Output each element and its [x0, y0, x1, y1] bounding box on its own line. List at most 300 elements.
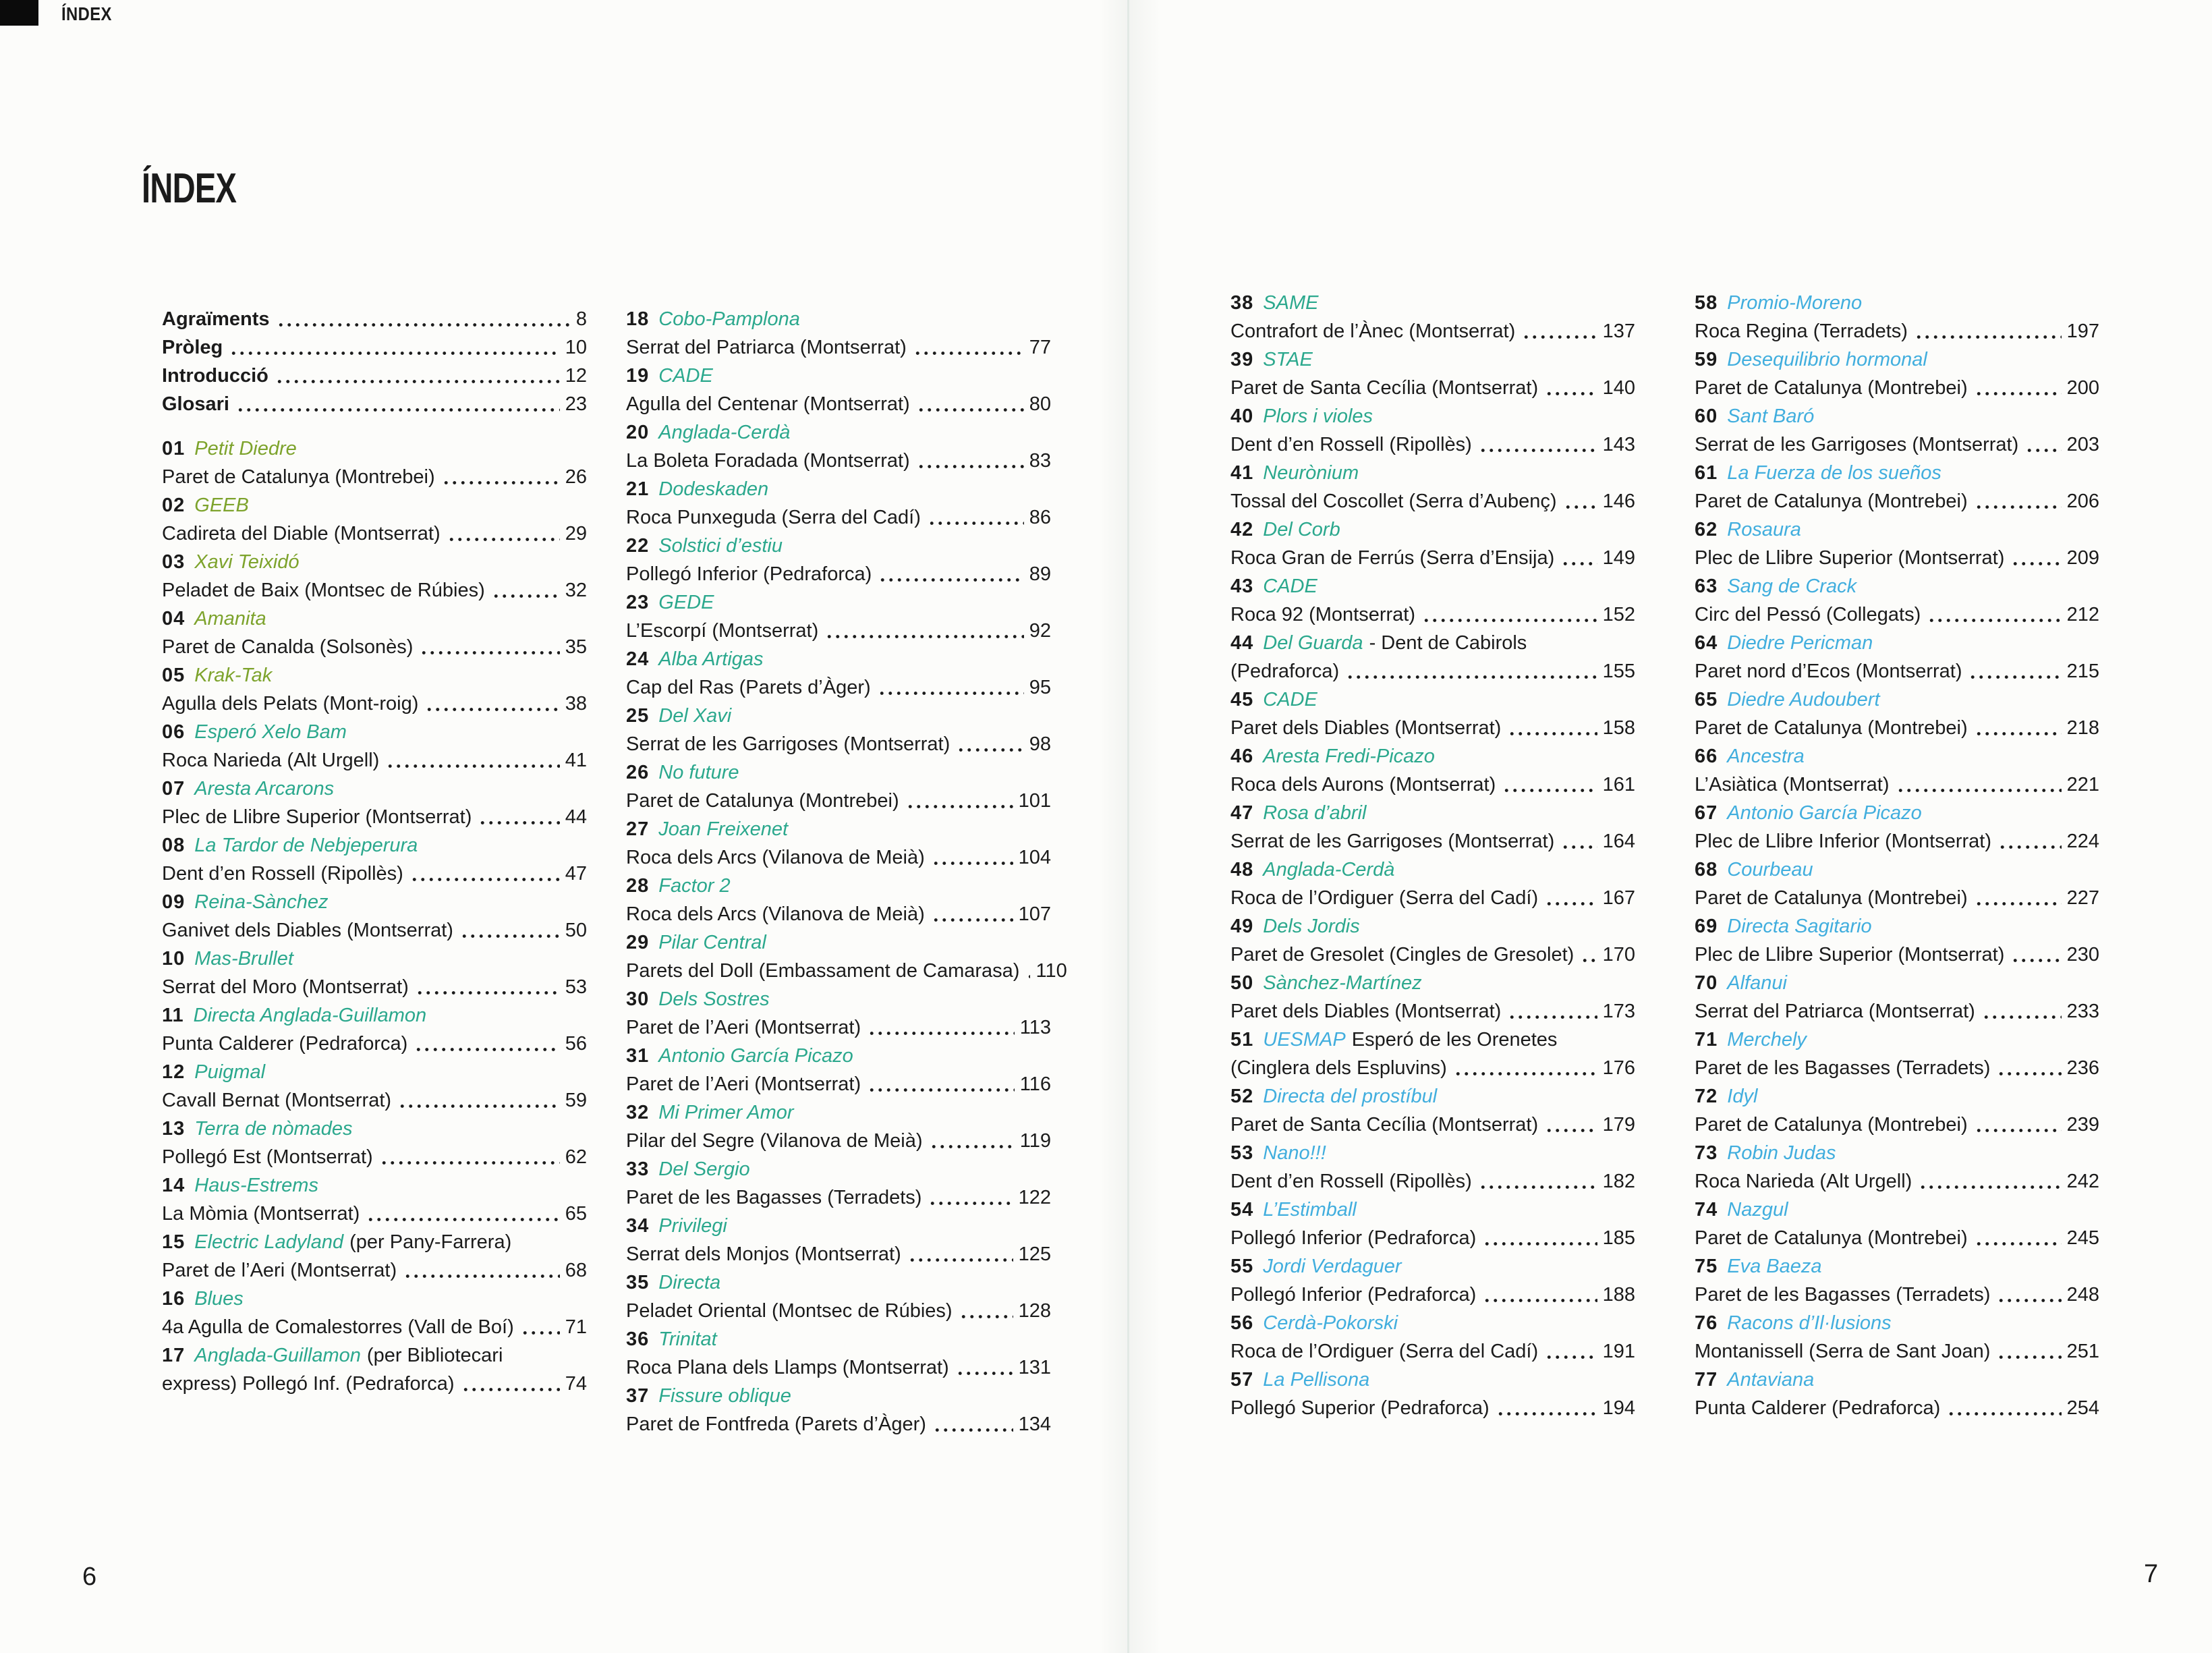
entry-location-row — [626, 1070, 1051, 1098]
page-title: ÍNDEX — [142, 165, 237, 212]
entry-location-row — [626, 1297, 1051, 1325]
dotted-leader — [1026, 974, 1030, 979]
entry-title: Mi Primer Amor — [658, 1102, 794, 1123]
dotted-leader — [236, 408, 560, 412]
entry-title: Ancestra — [1727, 746, 1805, 767]
entry-location: La Boleta Foradada (Montserrat) — [626, 450, 910, 472]
dotted-leader — [868, 1031, 1015, 1036]
entry-location-row — [1230, 487, 1635, 515]
entry-title-row — [626, 475, 1051, 503]
entry-page-number: 218 — [2066, 717, 2099, 739]
entry-location-row — [626, 560, 1051, 588]
entry-location: 4a Agulla de Comalestorres (Vall de Boí) — [162, 1316, 514, 1338]
index-column-4 — [1695, 289, 2099, 1422]
entry-title-row — [626, 985, 1051, 1013]
index-entry — [1695, 1196, 2099, 1252]
entry-page-number: 104 — [1018, 847, 1051, 868]
entry-title-row — [1695, 1139, 2099, 1167]
index-entry — [1230, 969, 1635, 1026]
dotted-leader — [386, 764, 559, 768]
index-entry — [1695, 515, 2099, 572]
dotted-leader — [1998, 845, 2062, 849]
entry-title: Directa — [658, 1272, 721, 1293]
entry-title: Privilegi — [658, 1215, 727, 1237]
entry-page-number: 35 — [565, 636, 587, 658]
entry-number: 16 — [162, 1288, 186, 1310]
entry-location-row — [1695, 714, 2099, 742]
index-entry — [626, 758, 1051, 815]
dotted-leader — [1997, 1071, 2061, 1076]
dotted-leader — [1927, 618, 2061, 623]
entry-page-number: 131 — [1018, 1357, 1051, 1378]
index-entry — [626, 1155, 1051, 1212]
entry-number: 50 — [1230, 972, 1254, 994]
index-entry — [1695, 1252, 2099, 1309]
entry-page-number: 203 — [2066, 434, 2099, 455]
entry-number: 76 — [1695, 1312, 1718, 1334]
dotted-leader — [1545, 391, 1597, 396]
entry-number: 52 — [1230, 1086, 1254, 1107]
entry-title: La Fuerza de los sueños — [1727, 462, 1941, 484]
entry-title-row — [626, 1268, 1051, 1297]
entry-location: Paret de Catalunya (Montrebei) — [162, 466, 435, 488]
entry-title: Alba Artigas — [658, 648, 764, 670]
entry-location: L’Escorpí (Montserrat) — [626, 620, 819, 642]
entry-number: 26 — [626, 762, 650, 783]
entry-location-row — [626, 730, 1051, 758]
entry-number: 51 — [1230, 1029, 1254, 1050]
dotted-leader — [928, 521, 1024, 526]
entry-page-number: 107 — [1018, 903, 1051, 925]
index-entry — [1695, 402, 2099, 459]
entry-title: Antonio García Picazo — [1727, 802, 1922, 824]
entry-location-row — [626, 1183, 1051, 1212]
entry-title-row — [626, 532, 1051, 560]
dotted-leader — [403, 1274, 560, 1279]
entry-page-number: 113 — [1019, 1017, 1051, 1038]
dotted-leader — [1479, 1185, 1597, 1189]
entry-title: Directa Sagitario — [1727, 916, 1872, 937]
entry-location-row — [162, 520, 587, 548]
dotted-leader — [380, 1160, 560, 1165]
entry-title: Del Xavi — [658, 705, 732, 727]
dotted-leader — [277, 323, 571, 327]
dotted-leader — [1982, 1015, 2062, 1019]
entry-location-row — [162, 463, 587, 491]
entry-location: Paret de les Bagasses (Terradets) — [626, 1187, 922, 1208]
entry-page-number: 215 — [2066, 661, 2099, 682]
entry-title-row — [1695, 345, 2099, 374]
entry-location: Pollegó Est (Montserrat) — [162, 1146, 373, 1168]
index-entry — [162, 1171, 587, 1228]
entry-number: 31 — [626, 1045, 650, 1067]
dotted-leader — [917, 408, 1024, 412]
entry-title-row — [626, 815, 1051, 843]
front-matter-label: Introducció — [162, 365, 268, 387]
front-matter-row — [162, 333, 587, 362]
entry-location: Paret de l’Aeri (Montserrat) — [626, 1017, 861, 1038]
index-entry — [1695, 912, 2099, 969]
dotted-leader — [425, 707, 559, 712]
index-entry — [626, 872, 1051, 928]
entry-location: Serrat de les Garrigoses (Montserrat) — [626, 733, 951, 755]
entry-location: Pollegó Inferior (Pedraforca) — [626, 563, 872, 585]
entry-title: Antonio García Picazo — [658, 1045, 853, 1067]
entry-location: Paret nord d’Ecos (Montserrat) — [1695, 661, 1962, 682]
entry-title-row — [162, 775, 587, 803]
dotted-leader — [917, 464, 1024, 469]
index-entry — [626, 645, 1051, 702]
entry-number: 58 — [1695, 292, 1718, 314]
entry-location: Serrat del Patriarca (Montserrat) — [1695, 1001, 1975, 1022]
entry-number: 28 — [626, 875, 650, 897]
entry-number: 14 — [162, 1175, 186, 1196]
dotted-leader — [478, 820, 559, 825]
entry-location-row — [626, 447, 1051, 475]
entry-title: Courbeau — [1727, 859, 1813, 880]
index-entry — [1230, 1082, 1635, 1139]
entry-title-row — [162, 491, 587, 520]
index-entry — [626, 928, 1067, 985]
entry-location: L’Asiàtica (Montserrat) — [1695, 774, 1890, 795]
entry-title: Haus-Estrems — [194, 1175, 318, 1196]
entry-title: Terra de nòmades — [194, 1118, 353, 1140]
dotted-leader — [928, 1201, 1013, 1206]
index-entry — [1230, 629, 1635, 685]
entry-title: Amanita — [194, 608, 266, 629]
entry-page-number: 173 — [1602, 1001, 1635, 1022]
entry-page-number: 149 — [1602, 547, 1635, 569]
entry-location-row — [1230, 1054, 1635, 1082]
dotted-leader — [1975, 1241, 2062, 1246]
entry-location: Ganivet dels Diables (Montserrat) — [162, 920, 453, 941]
entry-page-number: 26 — [565, 466, 587, 488]
entry-location-row — [1695, 1281, 2099, 1309]
entry-number: 48 — [1230, 859, 1254, 880]
entry-location-row — [626, 900, 1051, 928]
entry-location-row — [626, 333, 1051, 362]
dotted-leader — [1422, 618, 1597, 623]
entry-number: 46 — [1230, 746, 1254, 767]
index-entry — [1695, 1309, 2099, 1366]
entry-location: Paret de Santa Cecília (Montserrat) — [1230, 377, 1539, 399]
entry-location: Serrat dels Monjos (Montserrat) — [626, 1243, 901, 1265]
entry-title-row — [626, 702, 1051, 730]
entry-location-row — [626, 1013, 1051, 1042]
dotted-leader — [932, 861, 1013, 866]
front-matter-label: Pròleg — [162, 337, 223, 358]
entry-page-number: 92 — [1029, 620, 1051, 642]
entry-location: Punta Calderer (Pedraforca) — [162, 1033, 408, 1055]
entry-location-row — [1230, 884, 1635, 912]
index-entry — [162, 491, 587, 548]
entry-page-number: 236 — [2066, 1057, 2099, 1079]
entry-location-row — [162, 633, 587, 661]
entry-title: Diedre Audoubert — [1727, 689, 1880, 710]
entry-title: Plors i violes — [1263, 405, 1373, 427]
entry-page-number: 29 — [565, 523, 587, 544]
entry-page-number: 56 — [565, 1033, 587, 1055]
dotted-leader — [521, 1330, 560, 1335]
index-entry — [162, 718, 587, 775]
entry-page-number: 206 — [2066, 491, 2099, 512]
entry-page-number: 152 — [1602, 604, 1635, 625]
entry-page-number: 245 — [2066, 1227, 2099, 1249]
entry-page-number: 230 — [2066, 944, 2099, 965]
front-matter — [162, 305, 587, 418]
entry-number: 06 — [162, 721, 186, 743]
entry-location: Pollegó Superior (Pedraforca) — [1230, 1397, 1490, 1419]
entry-title-row — [626, 1155, 1051, 1183]
dotted-leader — [1508, 731, 1597, 736]
index-entry — [1230, 289, 1635, 345]
index-entry — [1230, 459, 1635, 515]
entry-page-number: 212 — [2066, 604, 2099, 625]
entry-title-row — [626, 305, 1051, 333]
dotted-leader — [868, 1088, 1015, 1092]
entry-title-row — [1695, 799, 2099, 827]
entry-title: GEEB — [194, 495, 249, 516]
dotted-leader — [1581, 958, 1597, 963]
dotted-leader — [1561, 845, 1597, 849]
entry-title-row — [1695, 685, 2099, 714]
entries-list-1 — [162, 435, 587, 1398]
entry-number: 57 — [1230, 1369, 1254, 1391]
entries-list-3 — [1230, 289, 1635, 1422]
entry-title-row — [162, 1228, 587, 1256]
entry-title-row — [626, 1042, 1051, 1070]
entry-page-number: 167 — [1602, 887, 1635, 909]
entry-page-number: 77 — [1029, 337, 1051, 358]
entry-title-row — [626, 1325, 1051, 1353]
entry-page-number: 47 — [565, 863, 587, 885]
entry-location-row — [1695, 1111, 2099, 1139]
entry-title: STAE — [1263, 349, 1313, 370]
entry-title-row — [1230, 402, 1635, 430]
entry-location: Contrafort de l’Ànec (Montserrat) — [1230, 320, 1516, 342]
entry-title: Dodeskaden — [658, 478, 769, 500]
entry-page-number: 128 — [1018, 1300, 1051, 1322]
entry-title-row — [626, 758, 1051, 787]
dotted-leader — [1561, 561, 1597, 566]
entry-location-row — [1230, 827, 1635, 856]
entry-title-row — [1230, 1366, 1635, 1394]
entry-number: 45 — [1230, 689, 1254, 710]
entry-title: Dels Sostres — [658, 988, 770, 1010]
entry-number: 20 — [626, 422, 650, 443]
entry-number: 75 — [1695, 1256, 1718, 1277]
entry-location-row — [1695, 544, 2099, 572]
dotted-leader — [229, 351, 559, 356]
entry-number: 73 — [1695, 1142, 1718, 1164]
entry-number: 72 — [1695, 1086, 1718, 1107]
entry-title: UESMAP — [1263, 1029, 1346, 1050]
dotted-leader — [906, 804, 1013, 809]
entry-page-number: 8 — [575, 308, 587, 330]
entry-page-number: 170 — [1602, 944, 1635, 965]
entry-location: Paret de Santa Cecília (Montserrat) — [1230, 1114, 1539, 1136]
entry-title: Nazgul — [1727, 1199, 1788, 1221]
entry-location-row — [1695, 317, 2099, 345]
entry-title: Directa Anglada-Guillamon — [193, 1005, 427, 1026]
entry-location: Pilar del Segre (Vilanova de Meià) — [626, 1130, 923, 1152]
entry-title-row — [626, 928, 1051, 957]
entry-location-row — [626, 1353, 1051, 1382]
dotted-leader — [1502, 788, 1597, 793]
entry-page-number: 251 — [2066, 1341, 2099, 1362]
entry-page-number: 38 — [565, 693, 587, 715]
entry-title-row — [1695, 742, 2099, 771]
entry-location: Paret de l’Aeri (Montserrat) — [162, 1260, 397, 1281]
entry-title-row — [1230, 969, 1635, 997]
entry-number: 08 — [162, 835, 186, 856]
entry-page-number: 86 — [1029, 507, 1051, 528]
entry-location: Pollegó Inferior (Pedraforca) — [1230, 1227, 1477, 1249]
entry-page-number: 158 — [1602, 717, 1635, 739]
entry-location: Montanissell (Serra de Sant Joan) — [1695, 1341, 1991, 1362]
index-entry — [1230, 1252, 1635, 1309]
dotted-leader — [825, 634, 1023, 639]
dotted-leader — [1915, 335, 2062, 339]
entry-page-number: 248 — [2066, 1284, 2099, 1306]
entry-title: Aresta Arcarons — [194, 778, 335, 800]
entry-title: Trinitat — [658, 1328, 717, 1350]
index-entry — [626, 1098, 1051, 1155]
front-matter-row — [162, 390, 587, 418]
entry-location-row — [626, 1240, 1051, 1268]
entry-page-number: 143 — [1602, 434, 1635, 455]
entry-title: Jordi Verdaguer — [1263, 1256, 1402, 1277]
entry-number: 68 — [1695, 859, 1718, 880]
entry-location: Paret de Catalunya (Montrebei) — [1695, 1227, 1968, 1249]
entry-location: Paret de l’Aeri (Montserrat) — [626, 1073, 861, 1095]
dotted-leader — [1975, 1128, 2062, 1133]
entry-title-row — [1695, 856, 2099, 884]
index-entry — [1230, 1366, 1635, 1422]
entry-page-number: 137 — [1602, 320, 1635, 342]
dotted-leader — [1997, 1355, 2061, 1360]
entry-title-row — [162, 1058, 587, 1086]
entry-location-row — [1230, 1224, 1635, 1252]
entry-title: Del Guarda — [1263, 632, 1363, 654]
entry-title: Sang de Crack — [1727, 576, 1857, 597]
entry-page-number: 221 — [2066, 774, 2099, 795]
index-column-2 — [626, 305, 1067, 1438]
entry-location: (Cinglera dels Espluvins) — [1230, 1057, 1447, 1079]
entry-title: Cerdà-Pokorski — [1263, 1312, 1398, 1334]
entry-location: Serrat del Moro (Montserrat) — [162, 976, 409, 998]
entry-number: 69 — [1695, 916, 1718, 937]
entry-title: Promio-Moreno — [1727, 292, 1863, 314]
entry-number: 34 — [626, 1215, 650, 1237]
dotted-leader — [1975, 901, 2062, 906]
entry-title-row — [162, 435, 587, 463]
entry-title-row — [162, 945, 587, 973]
entry-title-row — [1230, 1139, 1635, 1167]
dotted-leader — [2011, 561, 2061, 566]
entry-number: 03 — [162, 551, 186, 573]
entry-title-row — [1230, 289, 1635, 317]
entry-location: Roca de l’Ordiguer (Serra del Cadí) — [1230, 887, 1539, 909]
entry-title: Electric Ladyland — [194, 1231, 344, 1253]
entry-location: Roca Punxeguda (Serra del Cadí) — [626, 507, 921, 528]
index-entry — [162, 1115, 587, 1171]
entry-title: Anglada-Guillamon — [194, 1345, 361, 1366]
dotted-leader — [1975, 391, 2062, 396]
entry-page-number: 200 — [2066, 377, 2099, 399]
index-entry — [1695, 799, 2099, 856]
dotted-leader — [460, 934, 560, 938]
entry-page-number: 50 — [565, 920, 587, 941]
entry-title: Desequilibrio hormonal — [1727, 349, 1927, 370]
dotted-leader — [447, 537, 560, 542]
entry-location: Parets del Doll (Embassament de Camarasa) — [626, 960, 1020, 982]
entry-title: La Pellisona — [1263, 1369, 1370, 1391]
entry-location-row — [1230, 317, 1635, 345]
entry-location: Plec de Llibre Superior (Montserrat) — [1695, 547, 2005, 569]
entry-location: Roca Narieda (Alt Urgell) — [1695, 1171, 1912, 1192]
entry-page-number: 10 — [565, 337, 587, 358]
entry-title-row — [1695, 912, 2099, 941]
entry-title: Rosa d’abril — [1263, 802, 1367, 824]
dotted-leader — [1346, 675, 1597, 679]
entries-list-2 — [626, 305, 1067, 1438]
entry-location: Dent d’en Rossell (Ripollès) — [1230, 434, 1472, 455]
index-entry — [1230, 402, 1635, 459]
entry-number: 35 — [626, 1272, 650, 1293]
entry-location-row — [626, 1127, 1051, 1155]
entry-title-row — [1695, 515, 2099, 544]
entry-title-row — [162, 661, 587, 690]
dotted-leader — [1483, 1241, 1597, 1246]
entry-title: Mas-Brullet — [194, 948, 293, 970]
entry-location-row — [1695, 1224, 2099, 1252]
dotted-leader — [2011, 958, 2061, 963]
entry-title-row — [1230, 1309, 1635, 1337]
entry-location: Paret de les Bagasses (Terradets) — [1695, 1057, 1991, 1079]
entry-location: Dent d’en Rossell (Ripollès) — [1230, 1171, 1472, 1192]
entry-location-row — [162, 1256, 587, 1285]
entry-title-row — [1695, 1309, 2099, 1337]
entry-title: CADE — [1263, 689, 1317, 710]
entry-number: 54 — [1230, 1199, 1254, 1221]
index-entry — [1230, 856, 1635, 912]
entry-number: 36 — [626, 1328, 650, 1350]
entry-number: 63 — [1695, 576, 1718, 597]
dotted-leader — [878, 691, 1024, 696]
dotted-leader — [1968, 675, 2061, 679]
entry-title: Blues — [194, 1288, 244, 1310]
index-entry — [162, 548, 587, 605]
entry-title-row — [1695, 1252, 2099, 1281]
entry-location-row — [1695, 1167, 2099, 1196]
entry-number: 21 — [626, 478, 650, 500]
entry-title-row — [1230, 799, 1635, 827]
entry-title: SAME — [1263, 292, 1319, 314]
dotted-leader — [933, 1428, 1013, 1432]
entry-number: 56 — [1230, 1312, 1254, 1334]
entry-location-row — [1230, 1281, 1635, 1309]
entry-title-row — [1695, 629, 2099, 657]
entry-location: Serrat de les Garrigoses (Montserrat) — [1230, 831, 1555, 852]
entry-number: 05 — [162, 665, 186, 686]
entry-page-number: 164 — [1602, 831, 1635, 852]
entry-title-row — [1230, 856, 1635, 884]
index-entry — [162, 831, 587, 888]
dotted-leader — [1947, 1411, 2061, 1416]
dotted-leader — [957, 748, 1023, 752]
index-entry — [626, 1042, 1051, 1098]
